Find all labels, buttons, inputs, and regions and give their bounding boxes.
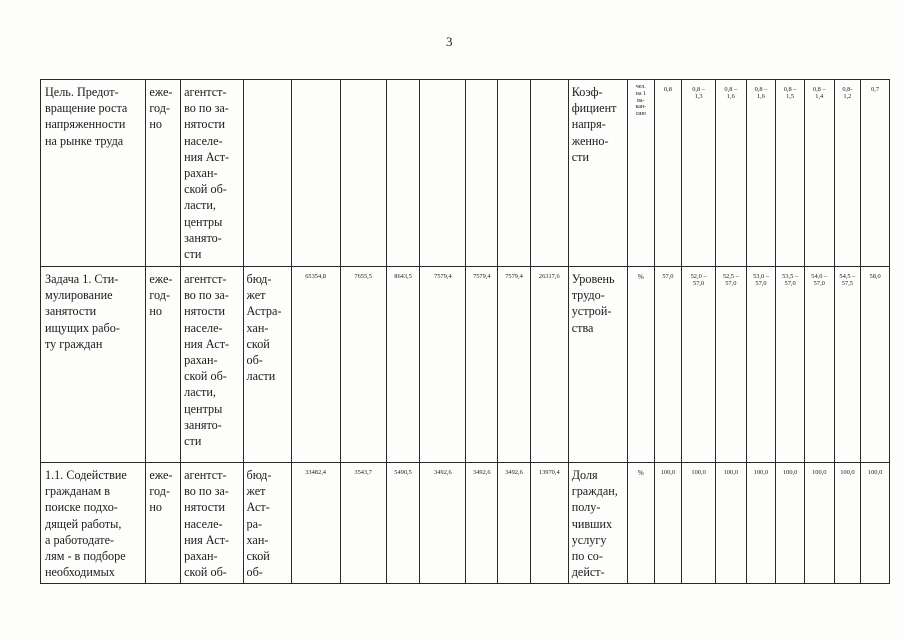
cell-source: бюд- жет Аст- ра- хан- ской об- — [243, 463, 291, 584]
cell-value: 52,0 – 57,0 — [682, 267, 716, 463]
program-table — [40, 79, 890, 584]
cell-funding: 7579,4 — [466, 267, 498, 463]
cell-indicator: Доля граждан, полу- чивших услугу по со- дейст- — [568, 463, 627, 584]
cell-source: бюд- жет Астра- хан- ской об- ласти — [243, 267, 291, 463]
cell-funding — [466, 80, 498, 267]
cell-funding — [386, 80, 420, 267]
cell-funding — [530, 80, 568, 267]
cell-name: Цель. Предот- вращение роста напряженности на рынке труда — [41, 80, 146, 267]
cell-value: 0,8- 1,2 — [834, 80, 861, 267]
cell-value: 0,7 — [861, 80, 890, 267]
cell-source — [243, 80, 291, 267]
table-row-task-1 — [41, 267, 890, 463]
cell-executor: агентст- во по за- нятости населе- ния Аст- рахан- ской об- — [181, 463, 243, 584]
cell-period: еже- год- но — [146, 267, 181, 463]
cell-value: 53,0 – 57,0 — [746, 267, 776, 463]
cell-funding: 26317,6 — [530, 267, 568, 463]
table-row-item-1-1 — [41, 463, 890, 584]
cell-value: 54,5 – 57,5 — [834, 267, 861, 463]
cell-funding-total: 33482,4 — [291, 463, 340, 584]
cell-value: 100,0 — [776, 463, 805, 584]
cell-funding: 3543,7 — [340, 463, 386, 584]
cell-indicator: Уровень трудо- устрой- ства — [568, 267, 627, 463]
cell-value: 0,8 – 1,3 — [682, 80, 716, 267]
table-row-goal — [41, 80, 890, 267]
cell-value: 100,0 — [861, 463, 890, 584]
cell-funding: 3492,6 — [498, 463, 531, 584]
cell-value: 100,0 — [715, 463, 746, 584]
cell-funding: 7579,4 — [498, 267, 531, 463]
cell-funding: 5490,5 — [386, 463, 420, 584]
cell-unit: чел. на 1 ва- кан- сию — [628, 80, 655, 267]
cell-value: 100,0 — [746, 463, 776, 584]
cell-value: 0,8 – 1,6 — [746, 80, 776, 267]
page-number: 3 — [446, 34, 453, 49]
cell-value: 58,0 — [861, 267, 890, 463]
cell-value-base: 57,0 — [654, 267, 682, 463]
cell-funding — [420, 80, 466, 267]
cell-value: 100,0 — [682, 463, 716, 584]
cell-funding: 7655,5 — [340, 267, 386, 463]
cell-funding: 3492,6 — [466, 463, 498, 584]
cell-unit: % — [628, 267, 655, 463]
cell-value: 0,8 – 1,4 — [804, 80, 834, 267]
cell-funding: 13970,4 — [530, 463, 568, 584]
cell-value: 100,0 — [834, 463, 861, 584]
cell-value: 0,8 – 1,6 — [715, 80, 746, 267]
cell-executor: агентст- во по за- нятости населе- ния Аст- рахан- ской об- ласти, центры занято- сти — [181, 267, 243, 463]
cell-value: 53,5 – 57,0 — [776, 267, 805, 463]
cell-indicator: Коэф- фициент напря- женно- сти — [568, 80, 627, 267]
cell-name: Задача 1. Сти- мулирование занятости ищущих рабо- ту граждан — [41, 267, 146, 463]
cell-funding: 3492,6 — [420, 463, 466, 584]
cell-funding-total — [291, 80, 340, 267]
cell-period: еже- год- но — [146, 80, 181, 267]
cell-value: 0,8 – 1,5 — [776, 80, 805, 267]
cell-value: 54,0 – 57,0 — [804, 267, 834, 463]
cell-period: еже- год- но — [146, 463, 181, 584]
cell-funding — [340, 80, 386, 267]
cell-funding — [498, 80, 531, 267]
cell-value-base: 100,0 — [654, 463, 682, 584]
cell-name: 1.1. Содействие гражданам в поиске подхо- дящей работы, а работодате- лям - в подборе необходимых — [41, 463, 146, 584]
cell-value: 100,0 — [804, 463, 834, 584]
cell-funding: 8643,5 — [386, 267, 420, 463]
cell-executor: агентст- во по за- нятости населе- ния Аст- рахан- ской об- ласти, центры занято- сти — [181, 80, 243, 267]
cell-unit: % — [628, 463, 655, 584]
cell-funding-total: 65354,8 — [291, 267, 340, 463]
cell-value: 52,5 – 57,0 — [715, 267, 746, 463]
cell-value-base: 0,8 — [654, 80, 682, 267]
cell-funding: 7579,4 — [420, 267, 466, 463]
